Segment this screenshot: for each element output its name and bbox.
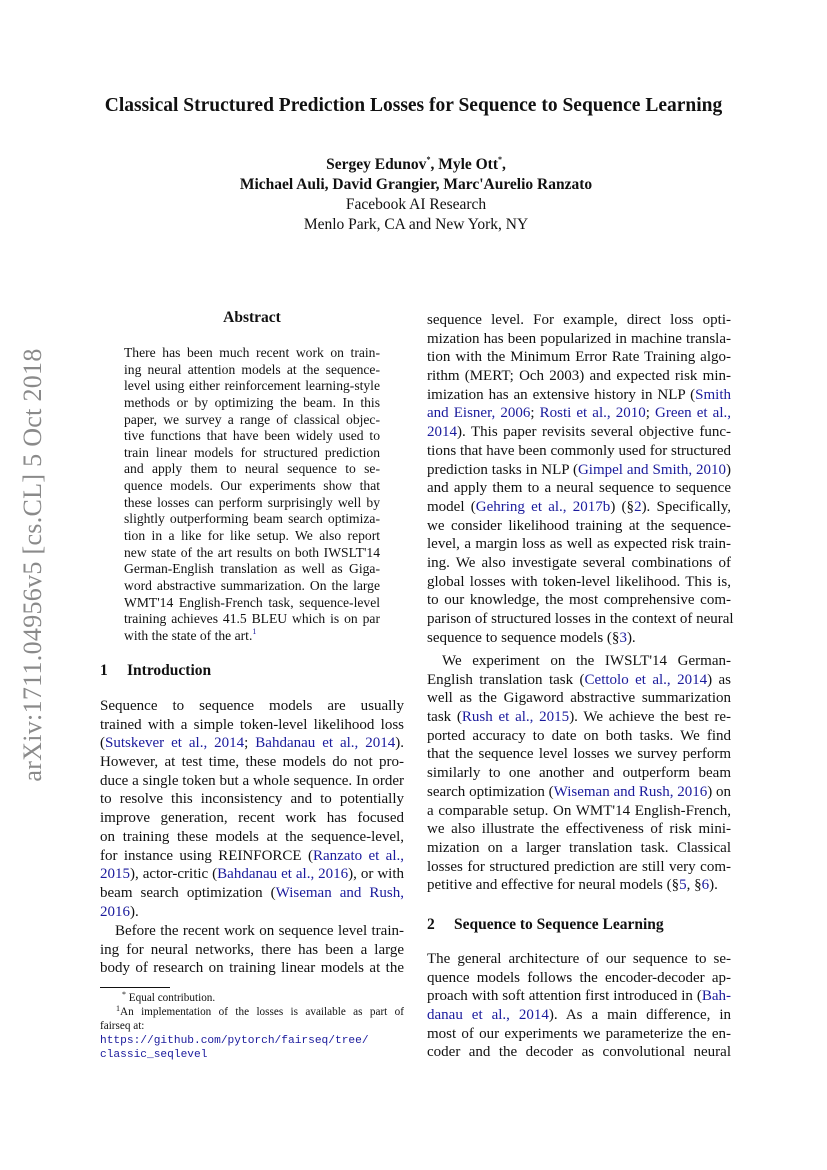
text: tion with the Minimum Error Rate Training algo-: [427, 349, 731, 366]
text: sequence to sequence models (§: [427, 629, 620, 646]
text: ). As a main difference, in: [548, 1007, 732, 1024]
citation-link[interactable]: Gehring et al., 2017b: [475, 498, 611, 515]
text: body of research on training linear models at the: [100, 960, 404, 977]
affiliation: Facebook AI Research: [345, 196, 487, 213]
text: new state of the art results on both IWSLT'14: [124, 544, 380, 560]
text: (: [100, 735, 105, 752]
citation-link[interactable]: Rosti et al., 2010: [539, 405, 646, 422]
text-line: [427, 950, 731, 969]
text: methods or by optimizing the beam. In this: [124, 394, 380, 410]
citation-link[interactable]: Smith: [695, 386, 731, 403]
text-line: [124, 345, 380, 362]
text: ing neural attention models at the sequence-: [124, 361, 380, 377]
text-line: [124, 545, 380, 562]
text: for instance using REINFORCE (: [100, 847, 313, 864]
citation-link[interactable]: 6: [701, 877, 710, 894]
text: ) as: [707, 671, 731, 688]
text: mization on a larger translation task. Classical: [427, 839, 731, 856]
text: word abstractive summarization. On the large: [124, 577, 380, 593]
text: we also illustrate the effectiveness of risk mini-: [427, 821, 731, 838]
text: level using either reinforcement learning-style: [124, 378, 380, 394]
text-line: [427, 535, 731, 554]
arxiv-watermark: arXiv:1711.04956v5 [cs.CL] 5 Oct 2018: [18, 348, 47, 782]
text-line: [427, 987, 731, 1006]
authors-line-1: [0, 156, 827, 174]
citation-link[interactable]: Ranzato et al.,: [312, 847, 405, 864]
citation-link[interactable]: Bah-: [701, 988, 731, 1005]
text-line: [427, 461, 731, 480]
text-line: [427, 689, 731, 708]
intro-paragraph-2: [100, 922, 404, 978]
text: slightly outperforming beam search optimiza-: [124, 511, 380, 527]
section-heading-introduction: [100, 662, 211, 680]
text: duce a single token but a whole sequence. In order: [100, 772, 404, 789]
text: ). We achieve the best re-: [569, 709, 731, 726]
text-line: [124, 528, 380, 545]
location: Menlo Park, CA and New York, NY: [303, 216, 529, 233]
text: trained with a simple token-level likelihood loss: [100, 716, 404, 733]
text: ;: [244, 735, 256, 752]
fairseq-url-link[interactable]: https://github.com/pytorch/fairseq/tree/: [100, 1034, 369, 1047]
authors-line-2: Michael Auli, David Grangier, Marc'Aurelio Ranzato: [239, 176, 593, 193]
text: ).: [709, 877, 718, 894]
paper-title: Classical Structured Prediction Losses for Sequence to Sequence Learning: [104, 95, 723, 116]
text: ).: [626, 629, 636, 646]
footnote-rule: [100, 987, 170, 988]
text: ) on: [707, 783, 732, 800]
text-line: [427, 1006, 731, 1025]
author-name: Sergey Edunov: [326, 156, 427, 173]
text-line: [100, 847, 404, 866]
text: ) (§: [610, 498, 635, 515]
text-line: [124, 445, 380, 462]
text-line: [100, 790, 404, 809]
text: to resolve this inconsistency and to potentially: [100, 791, 404, 808]
text: most of our experiments we parameterize the en-: [427, 1025, 731, 1042]
text: German-English translation as well as Giga-: [124, 561, 380, 577]
text-line: [427, 330, 731, 349]
text-line: [427, 652, 731, 671]
text-line: [427, 423, 731, 442]
text: proach with soft attention first introduced in (: [427, 988, 702, 1005]
section-heading-seq2seq: [427, 916, 664, 934]
text-line: [427, 969, 731, 988]
citation-link[interactable]: Sutskever et al., 2014: [105, 735, 245, 752]
text-line: [427, 708, 731, 727]
text: ).: [395, 735, 404, 752]
text: ing. We also investigate several combinations of: [427, 554, 731, 571]
footnote-mark: *: [122, 990, 126, 999]
text: English translation task (: [427, 671, 585, 688]
text: Sequence to sequence models are usually: [100, 698, 404, 714]
citation-link[interactable]: Cettolo et al., 2014: [584, 671, 708, 688]
text-line: [124, 578, 380, 595]
text: However, at test time, these models do not pro-: [100, 754, 404, 771]
text-line: [427, 348, 731, 367]
text-line: [427, 498, 731, 517]
text: similarly to one another and outperform beam: [427, 765, 731, 782]
citation-link[interactable]: and Eisner, 2006: [427, 405, 531, 422]
text-line: [427, 311, 731, 330]
text-line: [124, 395, 380, 412]
text-line: [427, 517, 731, 536]
text-line: [427, 1043, 731, 1062]
text: model (: [427, 498, 476, 515]
text-line: [124, 595, 380, 612]
text-line: [427, 610, 734, 629]
text: beam search optimization (: [100, 884, 276, 901]
text-line: [100, 809, 404, 828]
footnotes: [100, 991, 404, 1062]
text: quence models. Our experiments show that: [124, 478, 380, 494]
text: search optimization (: [427, 783, 554, 800]
citation-link[interactable]: Bahdanau et al., 2016: [217, 866, 349, 883]
text-line: [427, 783, 731, 802]
abstract-body: [124, 345, 380, 645]
text: task (: [427, 709, 462, 726]
text: on training these models at the sequence-level,: [100, 828, 404, 845]
text: rithm (MERT; Och 2003) and expected risk min-: [427, 368, 731, 385]
text: ). This paper revisits several objective func-: [457, 424, 731, 441]
citation-link[interactable]: 2016: [100, 903, 130, 920]
text: ): [726, 461, 731, 478]
text: prediction tasks in NLP (: [427, 461, 578, 478]
text-line: [124, 628, 380, 645]
text: global losses with token-level likelihood. This is,: [427, 573, 731, 590]
text-line: [124, 461, 380, 478]
citation-link[interactable]: 5: [679, 877, 687, 894]
footnote-text: Equal contribution.: [128, 992, 216, 1004]
text-line: [124, 611, 380, 628]
text-line: [427, 554, 731, 573]
footnote-equal-contribution: [100, 991, 404, 1005]
text: paper, we survey a range of classical objec-: [124, 411, 380, 427]
text: well as the Gigaword abstractive summarization: [427, 690, 731, 707]
citation-link[interactable]: Wiseman and Rush, 2016: [553, 783, 708, 800]
text-line: [427, 479, 731, 498]
text-line: [124, 561, 380, 578]
text: tion in a like for like setup. We also report: [124, 528, 380, 544]
text: We experiment on the IWSLT'14 German-: [442, 653, 731, 669]
text-line: [427, 839, 731, 858]
text-line: [427, 745, 731, 764]
text: losses for structured prediction are still very com-: [427, 858, 731, 875]
text-line: [427, 671, 731, 690]
text: to our knowledge, the most comprehensive com-: [427, 592, 731, 609]
text-line: [427, 858, 731, 877]
equal-contribution-mark: *: [498, 155, 503, 164]
text-line: [427, 820, 731, 839]
text-line: [100, 865, 404, 884]
citation-link[interactable]: Wiseman and Rush,: [275, 884, 405, 901]
footnote-text: fairseq at:: [100, 1020, 145, 1033]
text: The general architecture of our sequence to se-: [427, 951, 731, 967]
text: coder and the decoder as convolutional neural: [427, 1044, 731, 1061]
text-line: [427, 727, 731, 746]
text: tions that have been commonly used for structured: [427, 442, 731, 459]
text-line: [124, 495, 380, 512]
text-line: [427, 764, 731, 783]
intro-paragraph-1: [100, 697, 404, 921]
text-line: [124, 378, 380, 395]
citation-link[interactable]: 2014: [427, 424, 457, 441]
citation-link[interactable]: danau et al., 2014: [427, 1007, 549, 1024]
text: sequence level. For example, direct loss opti-: [427, 312, 731, 328]
text: There has been much recent work on train-: [124, 345, 380, 360]
text: we consider likelihood training at the sequence-: [427, 517, 731, 534]
text-line: [427, 1025, 731, 1044]
right-paragraph-2: [427, 652, 731, 895]
text-line: [100, 903, 404, 922]
text-line: [124, 428, 380, 445]
text: these losses can perform surprisingly well by: [124, 494, 380, 510]
text-line: [100, 772, 404, 791]
text: imization has an extensive history in NLP (: [427, 386, 696, 403]
fairseq-url-link[interactable]: classic_seqlevel: [100, 1048, 208, 1061]
text: ;: [645, 405, 656, 422]
text: a comparable setup. On WMT'14 English-French,: [427, 802, 731, 819]
separator: ,: [502, 156, 506, 173]
text: ;: [530, 405, 540, 422]
citation-link[interactable]: Gimpel and Smith, 2010: [577, 461, 726, 478]
citation-link[interactable]: Bahdanau et al., 2014: [255, 735, 396, 752]
text-line: [100, 922, 404, 941]
text-line: [124, 511, 380, 528]
section-title: Introduction: [127, 662, 212, 679]
footnote-implementation: [100, 1005, 404, 1019]
text: parison of structured losses in the context of neural: [427, 611, 734, 627]
text-line: [124, 362, 380, 379]
right-paragraph-1: [427, 311, 734, 647]
text-line: [427, 404, 731, 423]
text-line: [100, 941, 404, 960]
footnote-text: An implementation of the losses is available as part of: [120, 1006, 404, 1019]
text: ported accuracy to date on both tasks. We find: [427, 727, 731, 744]
text-line: [427, 876, 731, 895]
section-title: Sequence to Sequence Learning: [454, 916, 664, 933]
text: tive functions that have been widely used to: [124, 428, 380, 444]
text-line: [100, 828, 404, 847]
citation-link[interactable]: Green et al.,: [655, 405, 732, 422]
text: train linear models for structured prediction: [124, 444, 380, 460]
text: petitive and effective for neural models (§: [427, 877, 680, 894]
text-line: [124, 412, 380, 429]
equal-contribution-mark: *: [426, 155, 431, 164]
section-number: 2: [427, 916, 435, 933]
text-line: [124, 478, 380, 495]
text: ).: [130, 903, 139, 920]
text: level, a margin loss as well as expected risk train-: [427, 536, 731, 553]
author-name: , Myle Ott: [430, 156, 499, 173]
text: training achieves 41.5 BLEU which is on par: [124, 611, 380, 627]
text: with the state of the art.: [124, 627, 253, 643]
text-line: [427, 802, 731, 821]
text: ), actor-critic (: [130, 866, 218, 883]
text-line: [427, 386, 731, 405]
text: WMT'14 English-French task, sequence-level: [124, 594, 380, 610]
text: and apply them to a neural sequence to sequence: [427, 480, 731, 497]
text-line: [427, 573, 731, 592]
text-line: [100, 697, 404, 716]
text: , §: [686, 877, 702, 894]
text: ). Specifically,: [641, 498, 731, 515]
abstract-heading: Abstract: [223, 309, 281, 326]
text: and apply them to neural sequence to se-: [124, 461, 380, 477]
text-line: [100, 734, 404, 753]
section-number: 1: [100, 662, 108, 679]
text-line: [100, 884, 404, 903]
text: mization has been popularized in machine transla-: [427, 330, 731, 347]
citation-link[interactable]: 2: [634, 498, 642, 515]
footnote-mark: 1: [116, 1004, 120, 1014]
footnote-ref-link[interactable]: 1: [252, 626, 257, 636]
seq2seq-paragraph-1: [427, 950, 731, 1062]
text: ), or with: [348, 866, 404, 883]
text: quence models follows the encoder-decoder ap-: [427, 969, 731, 986]
text-line: [427, 591, 731, 610]
text-line: [427, 442, 731, 461]
text: ing for neural networks, there has been a large: [100, 941, 404, 958]
text-line: [100, 753, 404, 772]
text-line: [100, 716, 404, 735]
text-line: [100, 959, 404, 978]
citation-link[interactable]: 3: [619, 629, 627, 646]
text-line: [427, 629, 731, 648]
citation-link[interactable]: Rush et al., 2015: [461, 709, 570, 726]
text-line: [427, 367, 731, 386]
text: Before the recent work on sequence level train-: [115, 923, 404, 939]
citation-link[interactable]: 2015: [100, 866, 130, 883]
text: improve generation, recent work has focused: [100, 810, 404, 827]
text: that the sequence level losses we survey perform: [427, 746, 731, 763]
